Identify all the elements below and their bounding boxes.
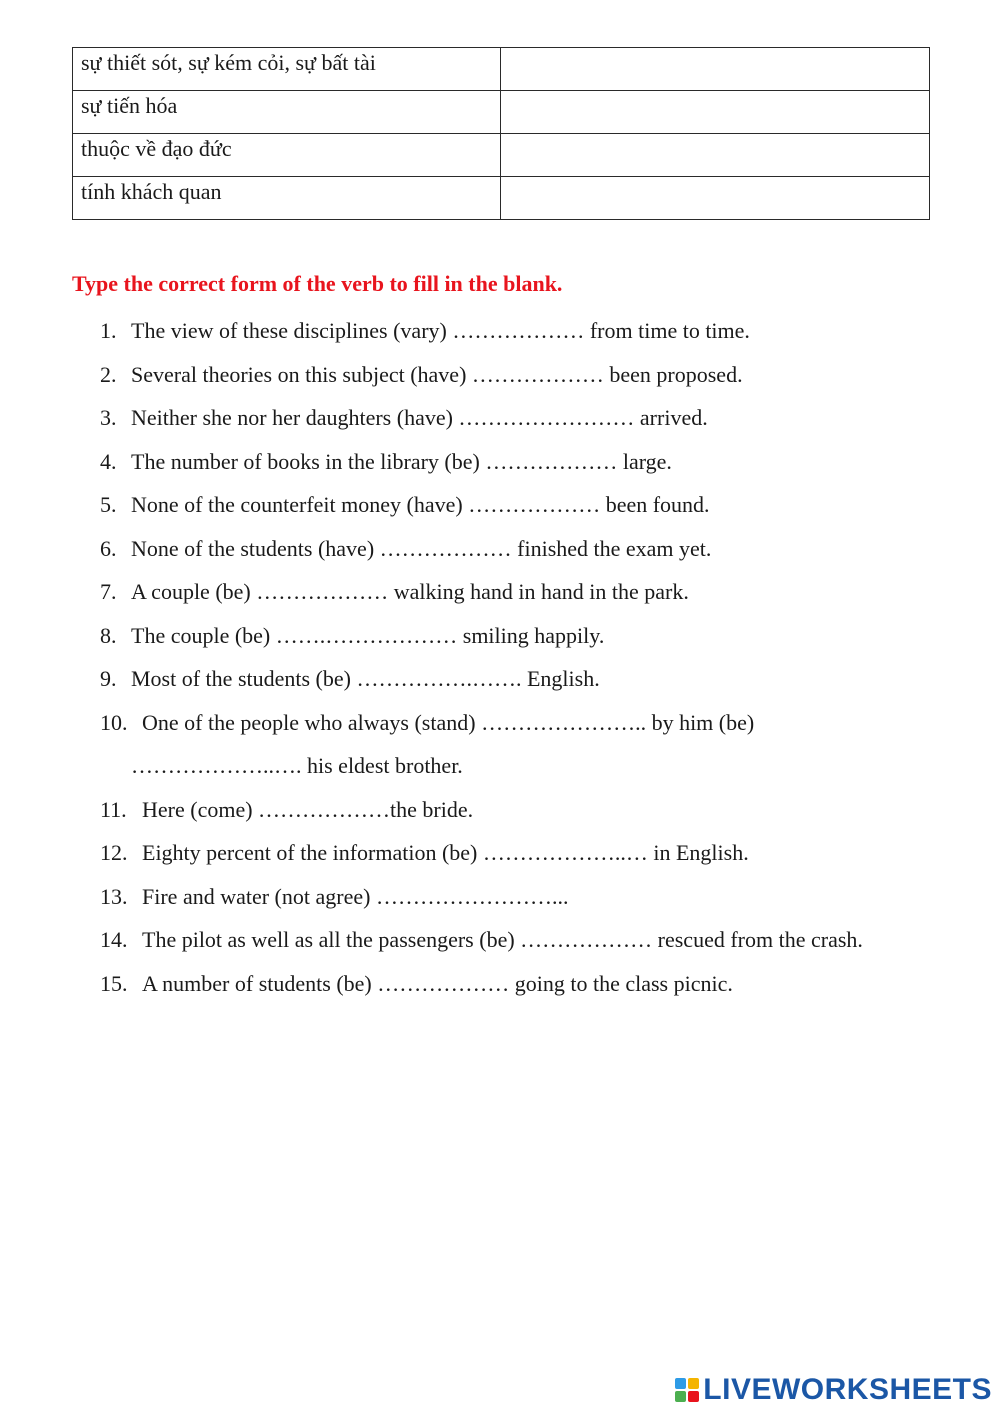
- item-sentence[interactable]: Most of the students (be) …………….……. English.: [131, 666, 600, 691]
- exercise-item: [100, 701, 920, 788]
- item-sentence[interactable]: One of the people who always (stand) ………………….. by him (be) ………………..…. his eldest brother.: [131, 709, 755, 778]
- item-sentence[interactable]: The number of books in the library (be) ……………… large.: [131, 448, 672, 474]
- item-sentence[interactable]: Neither she nor her daughters (have) …………………… arrived.: [131, 405, 708, 430]
- vocab-answer-cell[interactable]: [501, 48, 930, 91]
- exercise-item: [100, 570, 920, 614]
- vocab-term: sự thiết sót, sự kém cỏi, sự bất tài: [73, 48, 501, 91]
- exercise-item: [100, 309, 920, 353]
- vocab-answer-cell[interactable]: [501, 177, 930, 220]
- item-number: 6.: [100, 535, 117, 561]
- vocab-term: sự tiến hóa: [73, 91, 501, 134]
- logo-tile: [688, 1378, 699, 1389]
- logo-tile: [675, 1378, 686, 1389]
- liveworksheets-brand[interactable]: [675, 1373, 992, 1407]
- item-number: 4.: [100, 448, 117, 474]
- logo-tile: [675, 1391, 686, 1402]
- item-sentence[interactable]: Eighty percent of the information (be) ………………..… in English.: [142, 840, 749, 865]
- exercise-item: [100, 962, 920, 1006]
- exercise-item: [100, 875, 920, 919]
- item-sentence[interactable]: Fire and water (not agree) ……………………...: [142, 883, 569, 909]
- table-row: [73, 177, 930, 220]
- item-number: 10.: [100, 709, 128, 735]
- item-number: 13.: [100, 883, 128, 909]
- item-sentence[interactable]: Several theories on this subject (have) ……………… been proposed.: [131, 361, 743, 387]
- item-sentence[interactable]: None of the counterfeit money (have) ……………… been found.: [131, 492, 710, 517]
- exercise-item: [100, 527, 920, 571]
- brand-name: LIVEWORKSHEETS: [703, 1373, 992, 1406]
- item-sentence[interactable]: The view of these disciplines (vary) ……………… from time to time.: [131, 318, 750, 343]
- item-sentence[interactable]: A number of students (be) ……………… going to the class picnic.: [142, 970, 733, 996]
- item-number: 14.: [100, 927, 128, 952]
- table-row: [73, 48, 930, 91]
- item-number: 12.: [100, 840, 128, 865]
- logo-tile: [688, 1391, 699, 1402]
- table-row: [73, 134, 930, 177]
- table-row: [73, 91, 930, 134]
- vocabulary-table: [72, 47, 930, 220]
- vocab-answer-cell[interactable]: [501, 91, 930, 134]
- item-number: 9.: [100, 666, 117, 691]
- item-sentence[interactable]: None of the students (have) ……………… finished the exam yet.: [131, 535, 712, 561]
- exercise-item: [100, 440, 920, 484]
- item-sentence[interactable]: The pilot as well as all the passengers (be) ……………… rescued from the crash.: [142, 927, 863, 952]
- item-number: 11.: [100, 796, 127, 822]
- exercise-item: [100, 353, 920, 397]
- exercise-item: [100, 483, 920, 527]
- item-number: 3.: [100, 405, 117, 430]
- exercise-item: [100, 831, 920, 875]
- exercise-list: [100, 309, 920, 1005]
- exercise-instruction: Type the correct form of the verb to fill in the blank.: [72, 271, 563, 296]
- exercise-item: [100, 918, 920, 962]
- exercise-item: [100, 614, 920, 658]
- exercise-item: [100, 788, 920, 832]
- item-number: 7.: [100, 579, 117, 604]
- vocab-term: tính khách quan: [73, 177, 501, 220]
- item-number: 8.: [100, 622, 117, 648]
- item-sentence[interactable]: A couple (be) ……………… walking hand in hand in the park.: [131, 579, 689, 604]
- item-number: 2.: [100, 361, 117, 387]
- item-number: 1.: [100, 318, 117, 343]
- item-number: 15.: [100, 970, 128, 996]
- exercise-item: [100, 657, 920, 701]
- vocab-term: thuộc về đạo đức: [73, 134, 501, 177]
- vocab-answer-cell[interactable]: [501, 134, 930, 177]
- exercise-item: [100, 396, 920, 440]
- item-sentence[interactable]: The couple (be) …….……………… smiling happily.: [131, 622, 605, 648]
- item-number: 5.: [100, 492, 117, 517]
- item-sentence[interactable]: Here (come) ………………the bride.: [142, 796, 474, 822]
- liveworksheets-logo-icon: [675, 1378, 699, 1402]
